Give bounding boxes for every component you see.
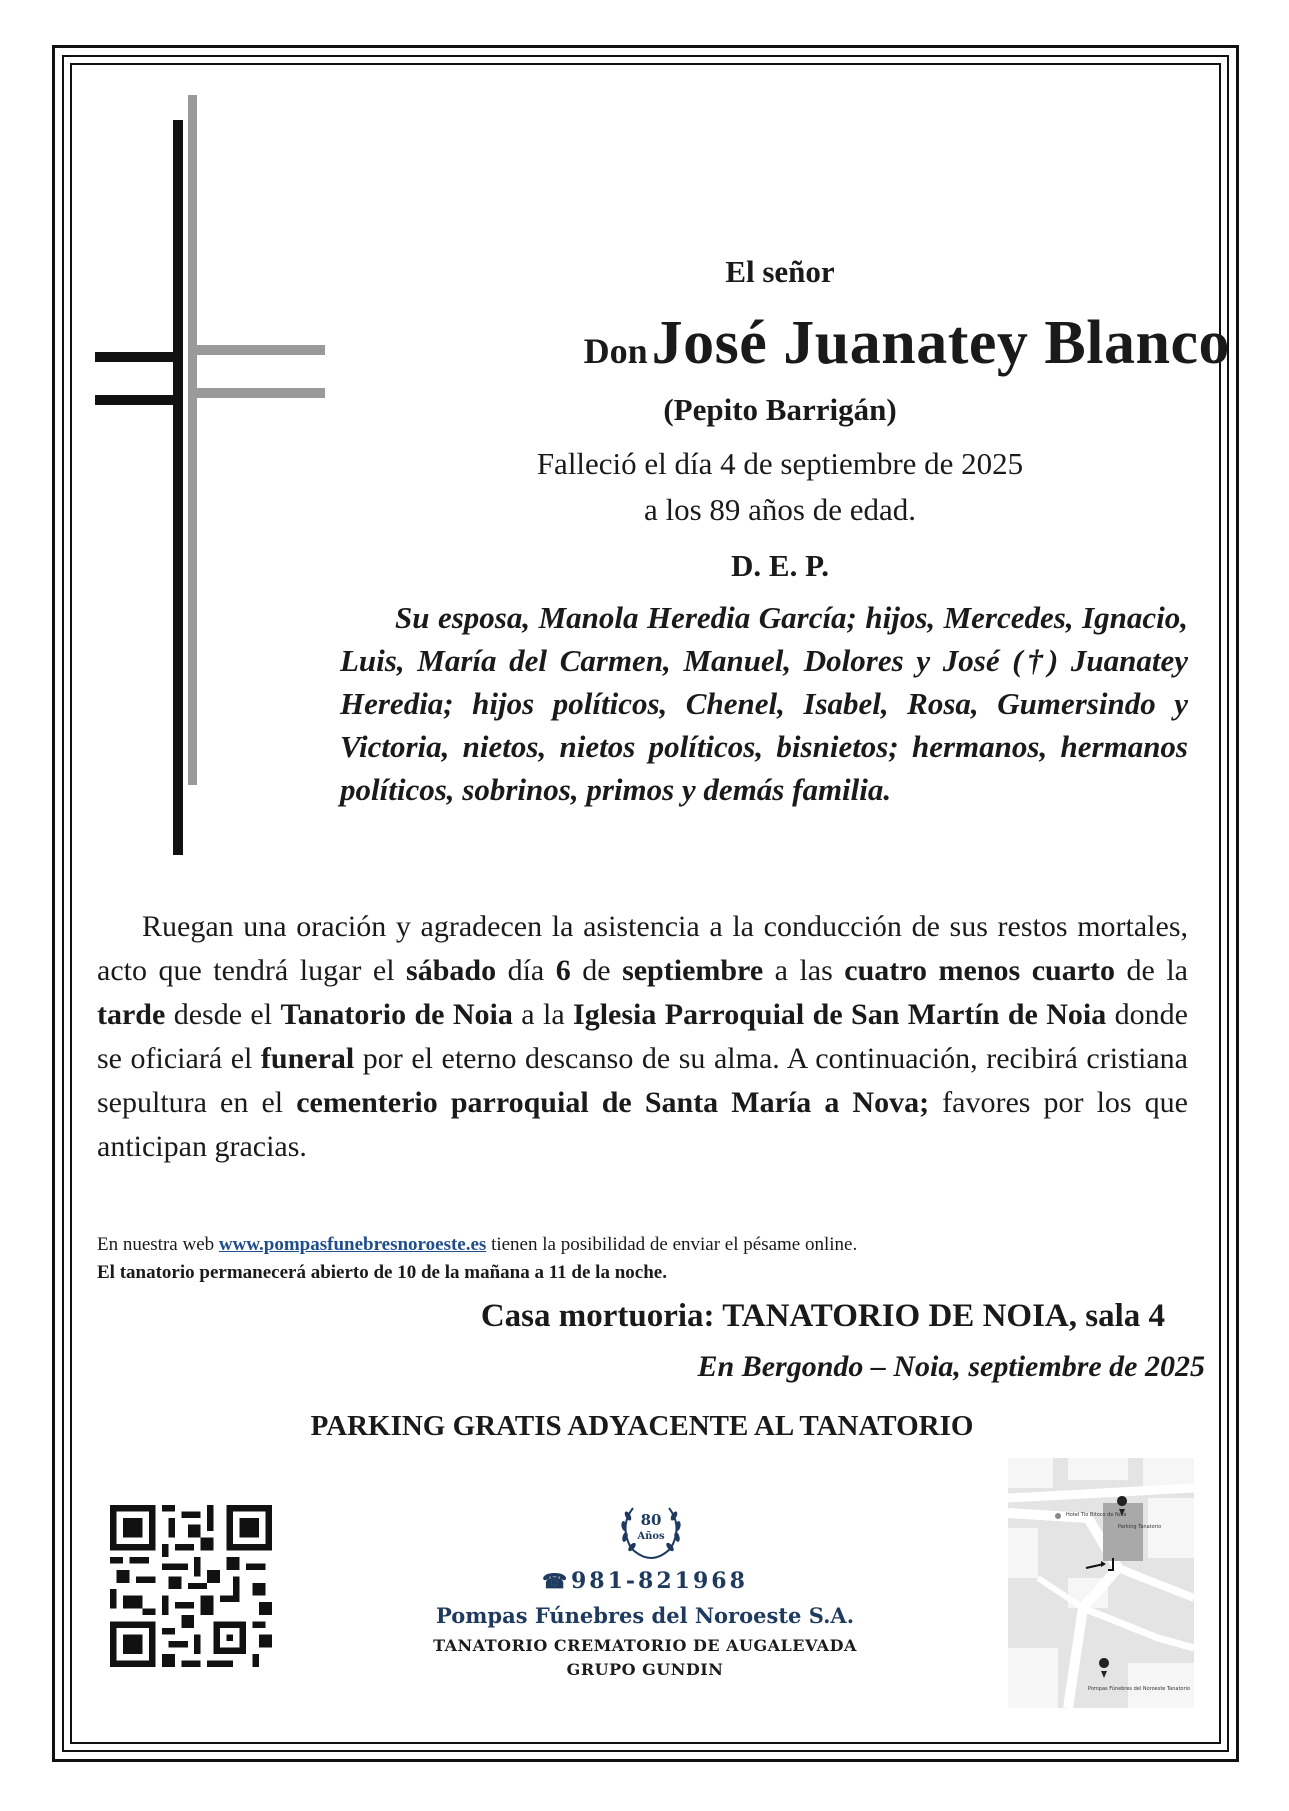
rip-mark: D. E. P. xyxy=(731,548,829,583)
place-date: En Bergondo – Noia, septiembre de 2025 xyxy=(697,1350,1205,1383)
qr-code-icon[interactable] xyxy=(110,1505,272,1667)
parking-note: PARKING GRATIS ADYACENTE AL TANATORIO xyxy=(310,1410,974,1442)
period: tarde xyxy=(97,998,166,1031)
nickname: (Pepito Barrigán) xyxy=(663,392,897,427)
funeral-announcement xyxy=(97,905,1188,1169)
badge-number: 80 xyxy=(640,1511,662,1529)
website-link[interactable]: www.pompasfunebresnoroeste.es xyxy=(218,1234,487,1255)
month: septiembre xyxy=(622,954,764,987)
phone-line xyxy=(380,1568,910,1594)
age: a los 89 años de edad. xyxy=(643,492,917,527)
church: Iglesia Parroquial de San Martín de Noia xyxy=(573,998,1107,1031)
death-date: Falleció el día 4 de septiembre de 2025 xyxy=(536,446,1024,481)
cemetery: cementerio parroquial de Santa María a Nova; xyxy=(296,1086,930,1119)
badge-text: Años xyxy=(637,1531,665,1542)
company-name: Pompas Fúnebres del Noroeste S.A. xyxy=(435,1603,855,1628)
crematorio-name: TANATORIO CREMATORIO DE AUGALEVADA xyxy=(433,1636,857,1655)
day-number: 6 xyxy=(555,954,571,987)
family-list xyxy=(340,596,1188,811)
web-note: En nuestra web www.pompasfunebresnoroeste.es tienen la posibilidad de enviar el pésame online. xyxy=(97,1234,858,1255)
family-text: Su esposa, Manola Heredia García; hijos, Mercedes, Ignacio, Luis, María del Carmen, Manuel, Dolores y José (†) Juanatey Heredia; hijos políticos, Chenel, Isabel, Rosa, Gumersindo y Victoria, nietos, nietos políticos, bisnietos; hermanos, hermanos políticos, sobrinos, primos y demás familia. xyxy=(340,600,1188,807)
deceased-name: José Juanatey Blanco xyxy=(651,309,1230,377)
location-map[interactable] xyxy=(1008,1458,1194,1708)
map-label-parking: Parking Tanatorio xyxy=(1118,1524,1162,1530)
opening-hours: El tanatorio permanecerá abierto de 10 de la mañana a 11 de la noche. xyxy=(97,1262,667,1283)
casa-mortuoria: Casa mortuoria: TANATORIO DE NOIA, sala 4 xyxy=(480,1298,1165,1334)
time: cuatro menos cuarto xyxy=(844,954,1116,987)
announcement-paragraph: Ruegan una oración y agradecen la asistencia a la conducción de sus restos mortales, acto que tendrá lugar el sábado día 6 de septiembre a las cuatro menos cuarto de la tarde desde el Tanatorio de Noia a la Iglesia Parroquial de San Martín de Noia donde se oficiará el funeral por el eterno descanso de su alma. A continuación, recibirá cristiana sepultura en el cementerio parroquial de Santa María a Nova; favores por los que anticipan gracias. xyxy=(97,910,1189,1163)
map-label-hotel: Hotel Tío Bitoco de Noia xyxy=(1066,1512,1127,1518)
cross-icon xyxy=(95,95,325,855)
map-label-company: Pompas Fúnebres del Noroeste Tanatorio xyxy=(1088,1686,1190,1692)
honorific: Don xyxy=(583,331,648,371)
funeral-word: funeral xyxy=(260,1042,355,1075)
title-prefix: El señor xyxy=(725,254,835,289)
day-name: sábado xyxy=(406,954,497,987)
phone-icon: ☎ xyxy=(542,1569,567,1593)
deceased-name-line xyxy=(380,308,1230,379)
group-name: GRUPO GUNDIN xyxy=(566,1660,724,1679)
origin-place: Tanatorio de Noia xyxy=(280,998,513,1031)
anniversary-badge-icon xyxy=(613,1498,689,1562)
phone-number[interactable]: 981-821968 xyxy=(571,1568,748,1594)
